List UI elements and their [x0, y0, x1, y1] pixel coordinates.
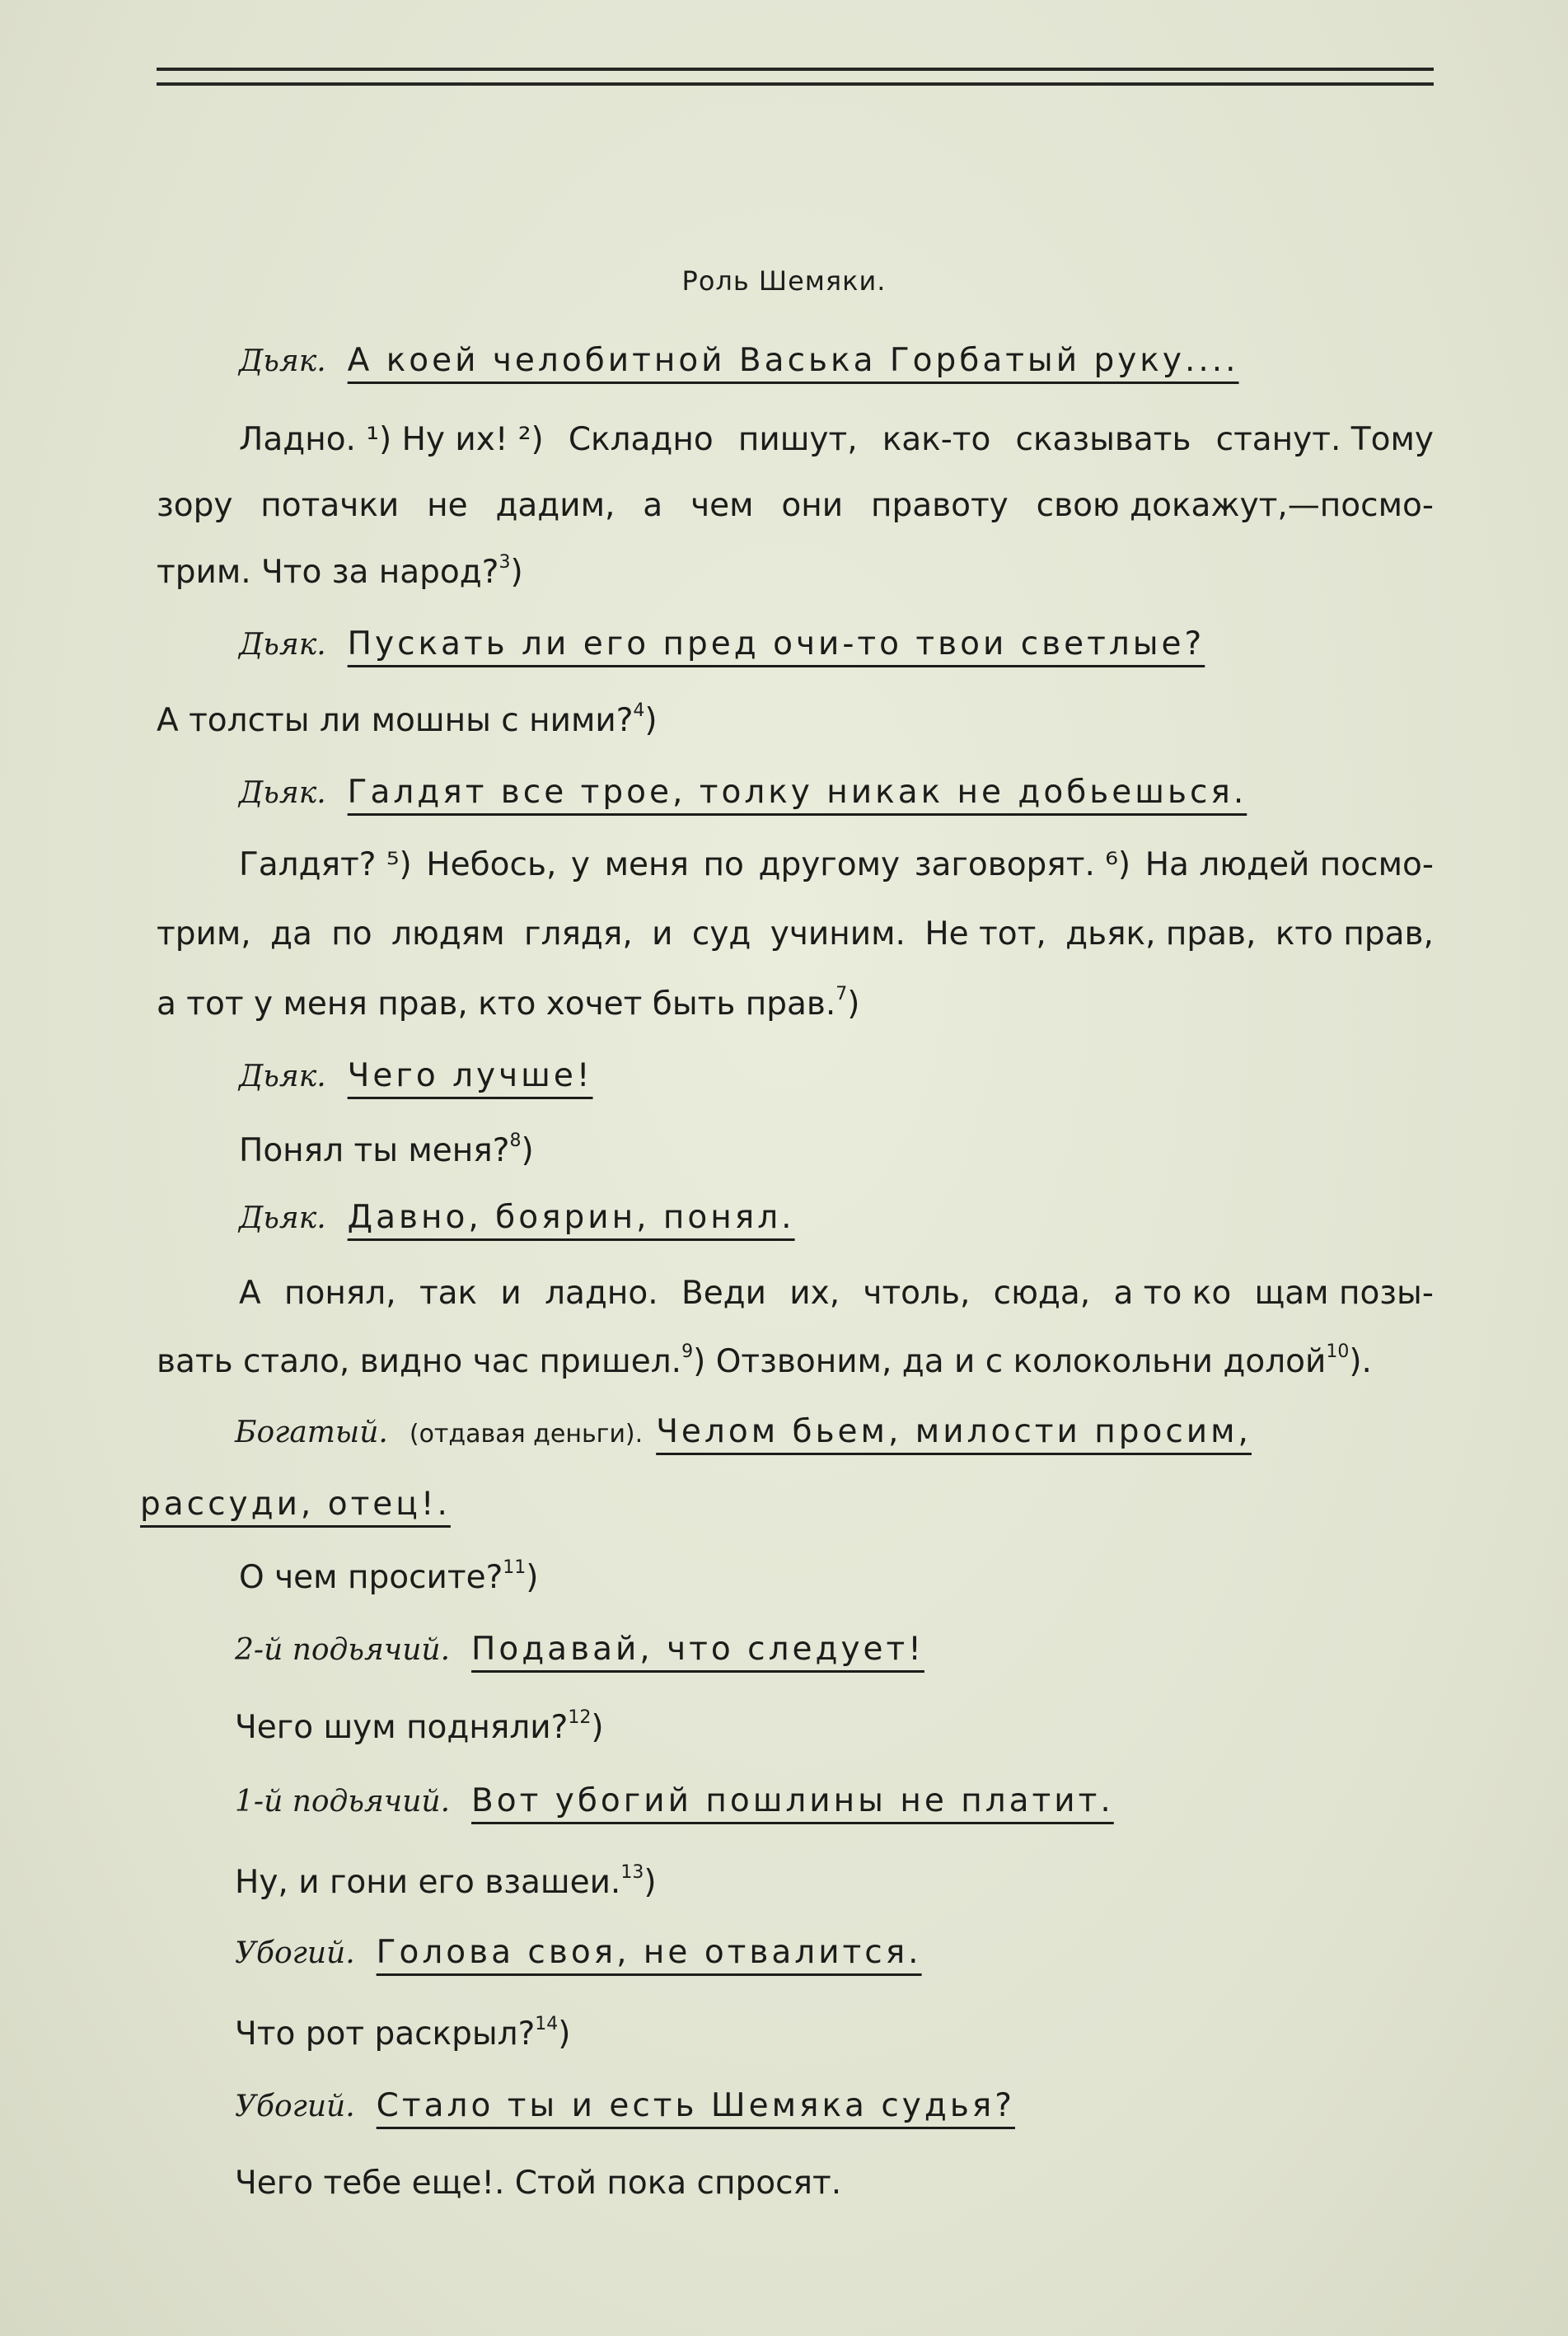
word: дадим,: [495, 487, 615, 524]
word: На людей посмо-: [1144, 846, 1434, 883]
stage-direction: (отдавая деньги).: [409, 1420, 644, 1449]
speaker: 1-й подьячий.: [235, 1785, 451, 1819]
cue-text: А коей челобитной Васька Горбатый руку....: [347, 342, 1239, 379]
paragraph-line: [235, 1862, 657, 1901]
word: Складно: [568, 421, 714, 458]
line-text: Чего тебе еще!. Стой пока спросят.: [235, 2165, 842, 2202]
footnote-ref: 7: [835, 984, 848, 1004]
dialogue-line: [235, 2087, 1015, 2124]
line-text: ): [521, 1132, 534, 1169]
word: как-то: [882, 421, 991, 458]
line-text: ): [644, 1864, 657, 1901]
paragraph-line: [239, 1559, 538, 1594]
cue-text: Пускать ли его пред очи-то твои светлые?: [347, 625, 1205, 662]
paragraph-line: [235, 2014, 571, 2053]
cue-text: Чего лучше!: [347, 1057, 593, 1094]
word: дьяк, прав,: [1065, 915, 1257, 953]
word: не: [427, 487, 468, 524]
word: Ладно. ¹) Ну их! ²): [239, 421, 544, 458]
paragraph-line: [239, 846, 1434, 883]
word: людям: [391, 915, 505, 953]
word: они: [781, 487, 844, 524]
line-text: ): [591, 1709, 604, 1746]
dialogue-line: [235, 1631, 924, 1668]
cue-text: Голова своя, не отвалится.: [376, 1934, 922, 1971]
word: да: [270, 915, 312, 953]
word: их,: [789, 1275, 840, 1312]
word: заговорят. ⁶): [914, 846, 1131, 883]
line-text: Что рот раскрыл?: [235, 2015, 536, 2053]
line-text: О чем просите?: [239, 1559, 503, 1596]
word: по: [703, 846, 744, 883]
line-text: Ну, и гони его взашеи.: [235, 1864, 621, 1901]
speaker: Дьяк.: [239, 344, 326, 378]
speaker: Дьяк.: [239, 1060, 326, 1093]
footnote-ref: 10: [1326, 1341, 1350, 1362]
word: другому: [758, 846, 901, 883]
dialogue-line: [239, 625, 1205, 662]
word: и: [652, 915, 673, 953]
paragraph-line: [157, 552, 523, 591]
word: свою докажут,—посмо-: [1036, 487, 1434, 524]
word: глядя,: [524, 915, 633, 953]
word: а то ко: [1113, 1275, 1232, 1312]
speaker: Убогий.: [235, 1936, 355, 1970]
word: трим,: [157, 915, 251, 953]
word: А: [239, 1275, 261, 1312]
line-text: ): [526, 1559, 539, 1596]
word: чтоль,: [863, 1275, 971, 1312]
line-text: Понял ты меня?: [239, 1132, 510, 1169]
line-text: ): [644, 702, 658, 739]
footnote-ref: 14: [535, 2014, 559, 2034]
footnote-ref: 9: [681, 1341, 694, 1362]
word: кто прав,: [1275, 915, 1434, 953]
paragraph-line: [157, 702, 658, 737]
dialogue-line: [239, 344, 1239, 377]
word: щам позы-: [1254, 1275, 1434, 1312]
footnote-ref: 11: [503, 1557, 527, 1578]
speaker: Дьяк.: [239, 1201, 326, 1235]
word: по: [331, 915, 372, 953]
word: пишут,: [737, 421, 858, 458]
paragraph-line: [157, 1343, 1372, 1378]
page-title: Роль Шемяки.: [681, 265, 887, 297]
paragraph-line: [157, 915, 1434, 953]
paragraph-line: [157, 984, 860, 1023]
paragraph-line: [235, 1709, 604, 1744]
word: а: [643, 487, 663, 524]
footnote-ref: 12: [568, 1707, 592, 1728]
line-text: ): [558, 2015, 571, 2053]
word: Веди: [681, 1275, 766, 1312]
word: чем: [690, 487, 754, 524]
word: и: [500, 1275, 522, 1312]
speaker: 2-й подьячий.: [235, 1633, 451, 1667]
paragraph-line: [239, 1275, 1434, 1312]
footnote-ref: 8: [509, 1131, 522, 1151]
dialogue-line: [239, 1057, 593, 1094]
line-text: ).: [1349, 1343, 1372, 1380]
speaker: Дьяк.: [239, 628, 326, 662]
line-text: ): [510, 554, 523, 591]
word: понял,: [283, 1275, 396, 1312]
line-text: ): [847, 985, 860, 1023]
paragraph-line: [157, 489, 1434, 522]
paragraph-line: [239, 421, 1434, 458]
footnote-ref: 13: [620, 1862, 644, 1883]
word: Галдят? ⁵): [239, 846, 412, 883]
cue-text: Подавай, что следует!: [471, 1631, 924, 1668]
dialogue-line: [235, 1782, 1114, 1819]
cue-text: рассуди, отец!.: [140, 1486, 451, 1523]
line-text: ) Отзвоним, да и с колокольни долой: [693, 1343, 1327, 1380]
cue-text: Челом бьем, милости просим,: [656, 1413, 1252, 1450]
paragraph-line: [235, 2165, 842, 2202]
line-text: трим. Что за народ?: [157, 554, 499, 591]
line-text: а тот у меня прав, кто хочет быть прав.: [157, 985, 836, 1023]
cue-text: Давно, боярин, понял.: [347, 1199, 795, 1236]
word: станут. Тому: [1215, 421, 1434, 458]
line-text: Чего шум подняли?: [235, 1709, 569, 1746]
word: Небось,: [426, 846, 557, 883]
top-rule-double: [157, 82, 1434, 86]
cue-text: Галдят все трое, толку никак не добьешься.: [347, 774, 1247, 811]
word: так: [419, 1275, 478, 1312]
word: сюда,: [993, 1275, 1091, 1312]
dialogue-line: [239, 1201, 795, 1234]
word: у: [570, 846, 591, 883]
cue-text: Стало ты и есть Шемяка судья?: [376, 2087, 1015, 2124]
speaker: Убогий.: [235, 2090, 355, 2123]
dialogue-line: [239, 774, 1247, 811]
word: меня: [604, 846, 689, 883]
footnote-ref: 3: [498, 552, 511, 573]
word: потачки: [260, 487, 400, 524]
dialogue-line: [235, 1936, 922, 1969]
line-text: вать стало, видно час пришел.: [157, 1343, 682, 1380]
cue-text: Вот убогий пошлины не платит.: [471, 1782, 1114, 1819]
word: учиним.: [770, 915, 906, 953]
word: правоту: [870, 487, 1009, 524]
word: ладно.: [545, 1275, 658, 1312]
dialogue-line: [140, 1486, 451, 1523]
speaker: Богатый.: [235, 1416, 388, 1449]
speaker: Дьяк.: [239, 776, 326, 810]
paragraph-line: [239, 1132, 534, 1167]
word: сказывать: [1015, 421, 1191, 458]
line-text: А толсты ли мошны с ними?: [157, 702, 634, 739]
word: зору: [157, 487, 233, 524]
top-rule: [157, 68, 1434, 71]
dialogue-line: [235, 1413, 1252, 1450]
word: Не тот,: [924, 915, 1046, 953]
footnote-ref: 4: [633, 700, 645, 721]
word: суд: [691, 915, 751, 953]
